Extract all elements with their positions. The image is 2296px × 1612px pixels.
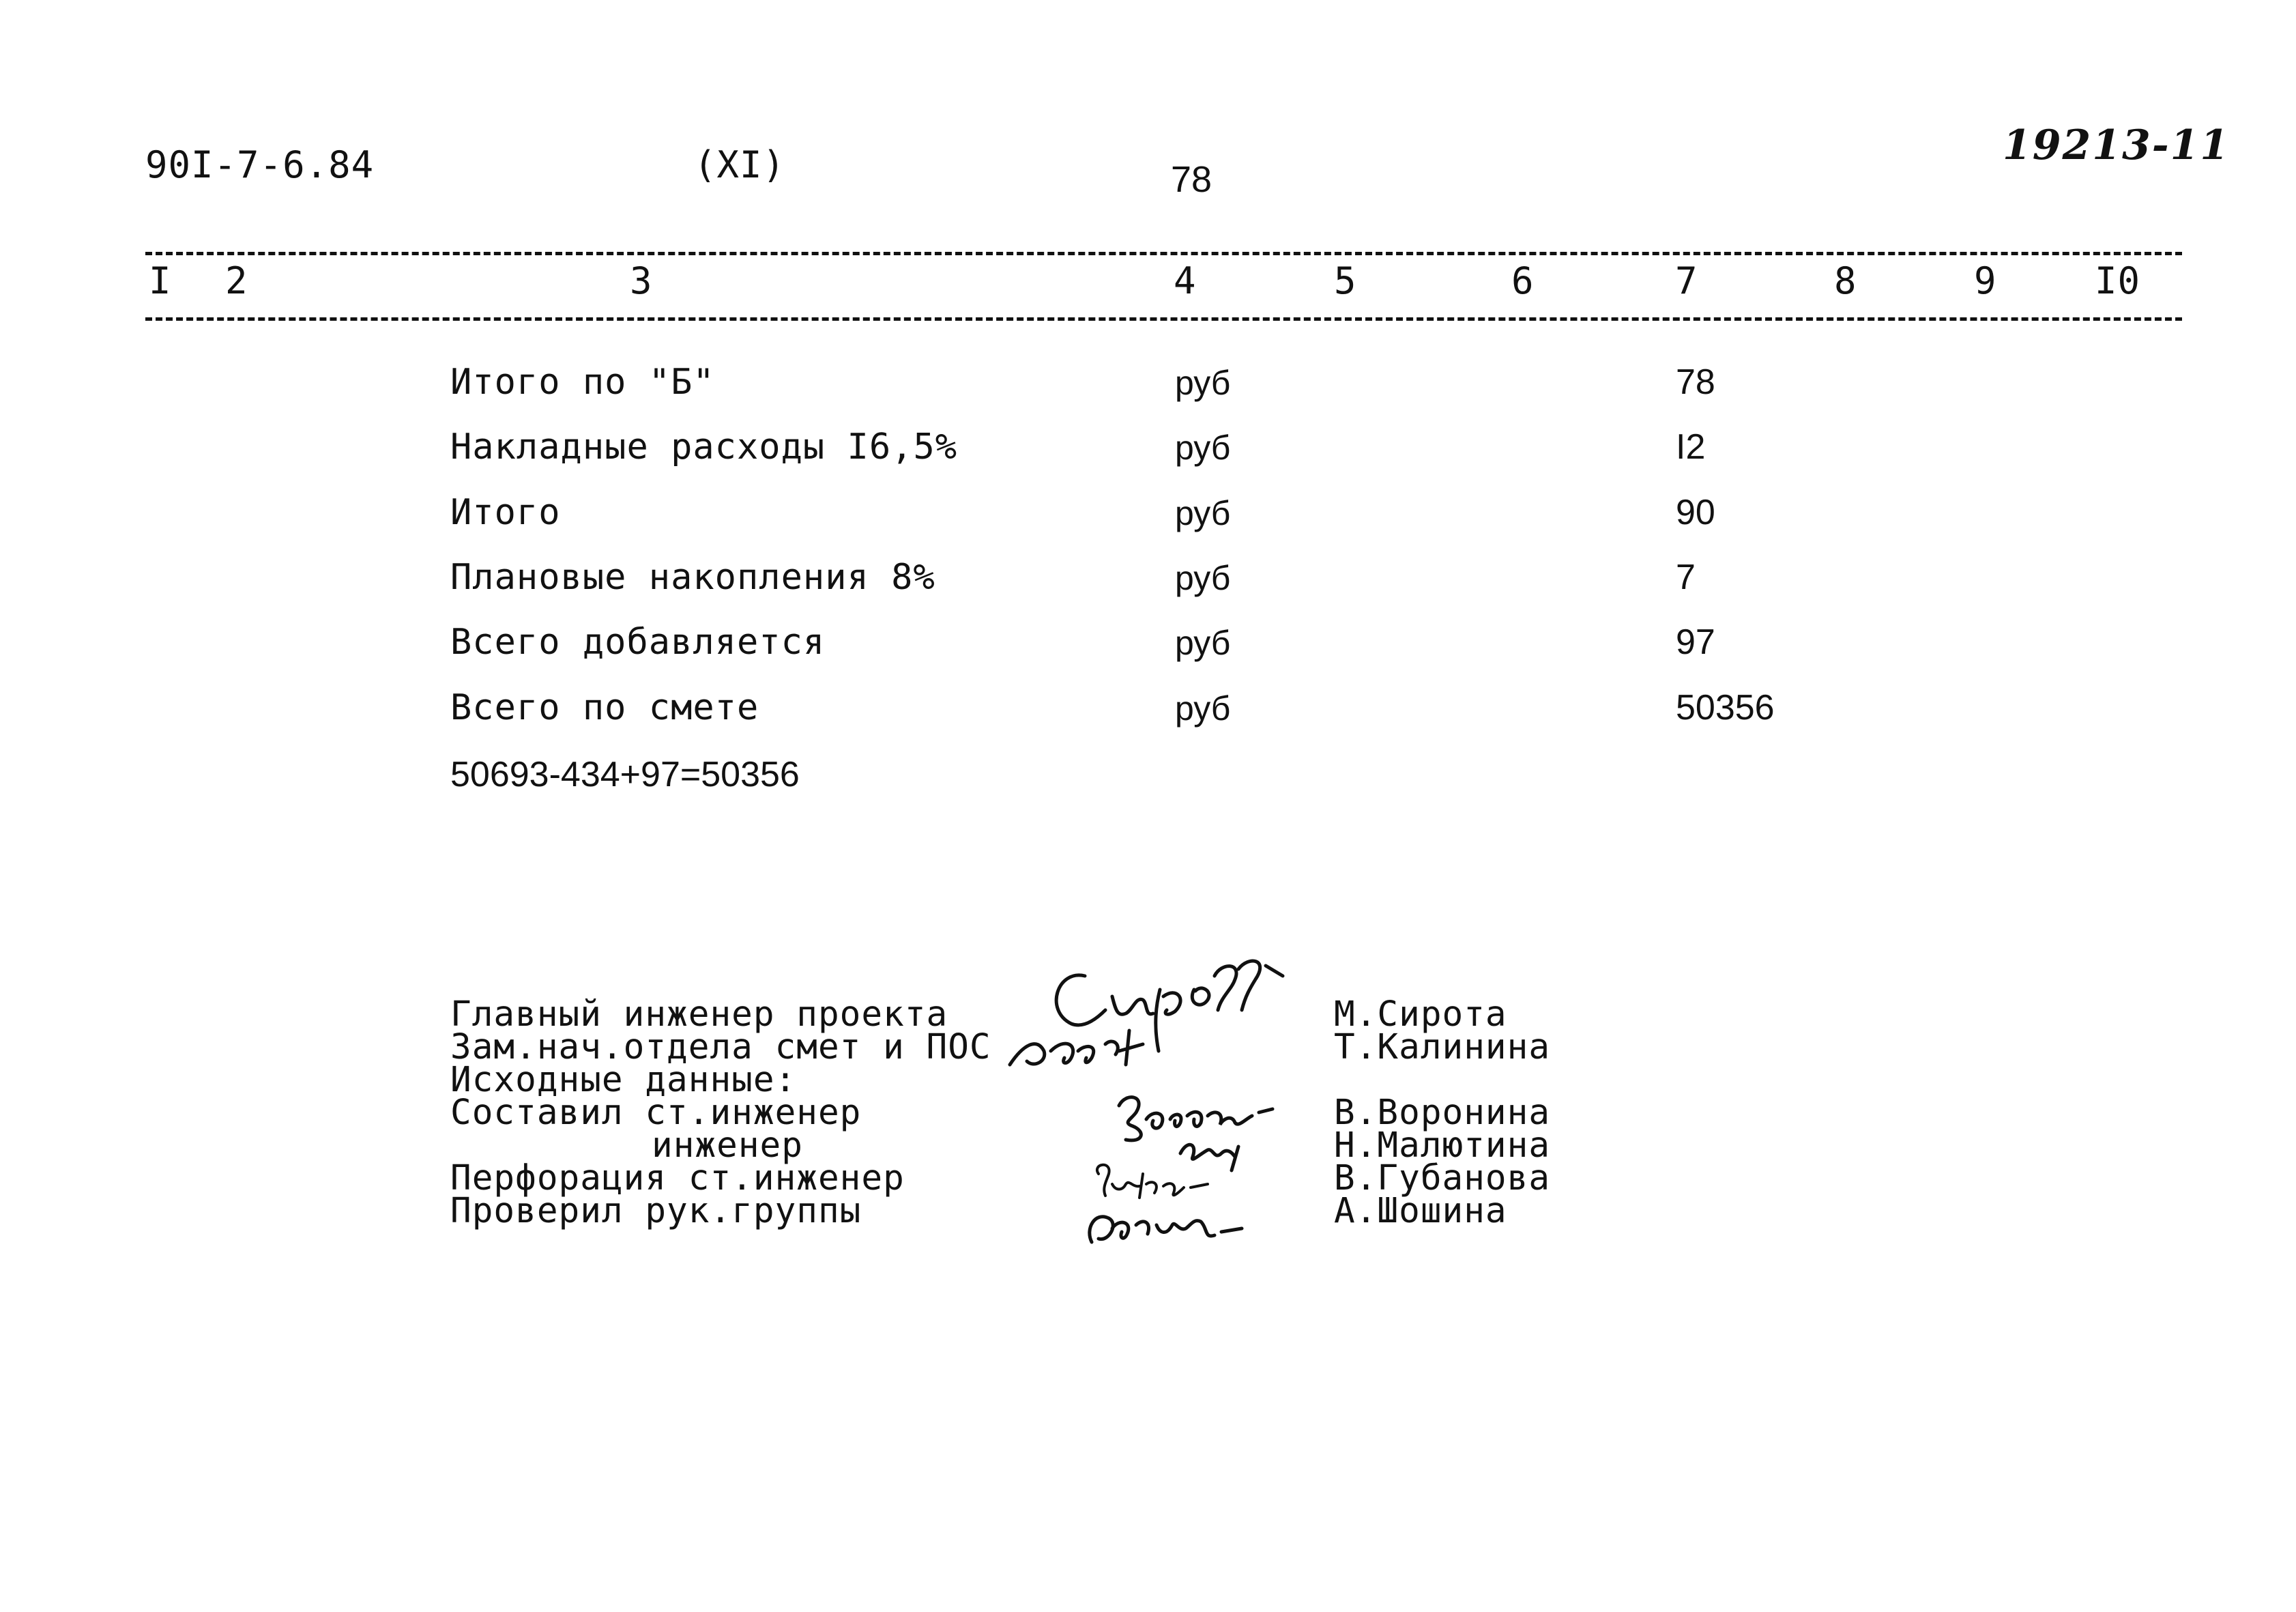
row-unit: руб	[1175, 429, 1231, 467]
signature-role: Зам.нач.отдела смет и ПОС	[450, 1027, 991, 1067]
row-label: Всего добавляется	[450, 622, 826, 663]
registration-number: 19213-11	[2003, 121, 2230, 169]
row-unit: руб	[1175, 559, 1231, 597]
column-number-1: I	[149, 259, 172, 302]
column-number-10: I0	[2095, 259, 2141, 302]
column-number-2: 2	[225, 259, 248, 302]
signature-role: Проверил рук.группы	[450, 1191, 862, 1231]
signer-name: А.Шошина	[1334, 1191, 1507, 1231]
row-label: Всего по смете	[450, 687, 759, 728]
row-label: Итого по "Б"	[450, 362, 715, 403]
column-number-6: 6	[1511, 259, 1535, 302]
column-number-8: 8	[1834, 259, 1857, 302]
row-value: 90	[1676, 493, 1715, 532]
column-number-7: 7	[1675, 259, 1698, 302]
row-unit: руб	[1175, 624, 1231, 662]
signature-role: Главный инженер проекта	[450, 994, 948, 1035]
signer-name: В.Воронина	[1334, 1093, 1551, 1133]
handwritten-signature	[996, 949, 1310, 1085]
row-value: 97	[1676, 622, 1715, 662]
row-value: 78	[1676, 362, 1715, 402]
signature-role: Исходные данные:	[450, 1060, 797, 1100]
row-label: Накладные расходы I6,5%	[450, 427, 958, 467]
handwritten-signature	[1071, 1153, 1276, 1263]
signature-role: Составил ст.инженер	[450, 1093, 862, 1133]
column-header-bottom-rule	[145, 317, 2182, 321]
signer-name: Н.Малютина	[1334, 1125, 1551, 1166]
row-unit: руб	[1175, 689, 1231, 728]
row-label: Итого	[450, 492, 561, 533]
column-number-9: 9	[1974, 259, 1997, 302]
column-number-5: 5	[1334, 259, 1357, 302]
signer-name: Т.Калинина	[1334, 1027, 1551, 1067]
column-header-top-rule	[145, 252, 2182, 255]
row-value: 7	[1676, 558, 1696, 597]
signer-name: В.Губанова	[1334, 1158, 1551, 1198]
column-number-4: 4	[1174, 259, 1197, 302]
section-number: (XI)	[694, 143, 786, 186]
document-code: 90I-7-6.84	[145, 143, 375, 186]
row-label: Плановые накопления 8%	[450, 557, 935, 598]
signature-role: инженер	[652, 1125, 803, 1166]
signature-role: Перфорация ст.инженер	[450, 1158, 905, 1198]
row-value: I2	[1676, 427, 1706, 467]
signer-name: М.Сирота	[1334, 994, 1507, 1035]
page-number: 78	[1171, 159, 1212, 200]
total-formula: 50693-434+97=50356	[450, 755, 800, 794]
row-unit: руб	[1175, 494, 1231, 532]
row-value: 50356	[1676, 688, 1775, 728]
row-unit: руб	[1175, 364, 1231, 402]
column-number-3: 3	[630, 259, 653, 302]
